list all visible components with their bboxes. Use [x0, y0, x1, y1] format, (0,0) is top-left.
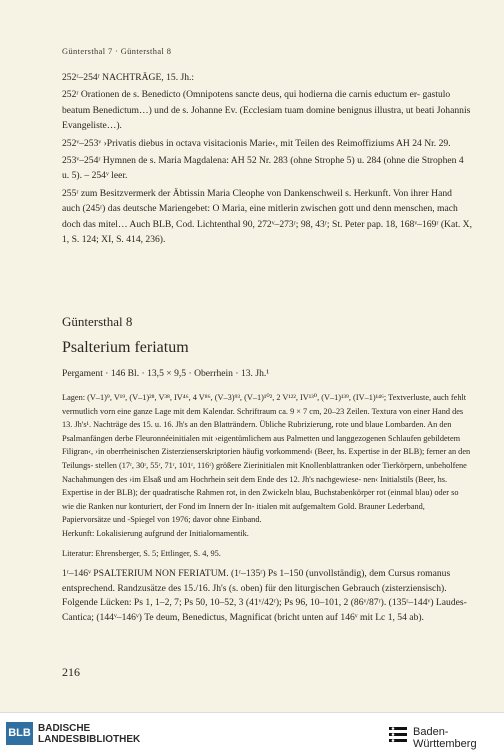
- blb-name-line1: BADISCHE: [38, 723, 91, 734]
- page-number: 216: [62, 665, 80, 679]
- herkunft-line: Herkunft: Lokalisierung aufgrund der Initialornamentik.: [62, 529, 249, 538]
- literatur-line: Literatur: Ehrensberger, S. 5; Ettlinger, S. 4, 95.: [62, 549, 221, 558]
- section-1-item: 252ᵛ–253ᵛ ›Privatis diebus in octava visitacionis Marie‹, mit Teilen des Reimoffiziums AH 24 Nr. 29.: [62, 137, 451, 149]
- psalterium-paragraph: 1ʳ–146ᵛ PSALTERIUM NON FERIATUM. (1ʳ–135ʳ) Ps 1–150 (unvollständig), dem Cursus romanus entsprechend. Randzusätze des 15./16. Jh's (s. oben) für den liturgischen Gebrauch (zisterziensisch). Folgende Lücken: Ps 1, 1–2, 7; Ps 50, 10–52, 3 (41ᵛ/42ʳ); Ps 96, 10–101, 2 (86ᵛ/87ʳ). (135ʳ–144ᵛ) Laudes-Cantica; (144ᵛ–146ᵛ) Te deum, Benedictus, Magnificat (bricht unten auf 146ᵛ mit Lc 1, 54 ab).: [62, 568, 467, 623]
- section-1-item: 252ʳ–254ʳ NACHTRÄGE, 15. Jh.:: [62, 72, 195, 83]
- bw-lions-icon: [388, 724, 408, 744]
- description-line: Pergament · 146 Bl. · 13,5 × 9,5 · Oberrhein · 13. Jh.¹: [62, 368, 270, 379]
- blb-name[interactable]: [38, 723, 140, 745]
- running-head: Güntersthal 7 · Güntersthal 8: [62, 47, 172, 56]
- bw-label[interactable]: Baden-Württemberg: [413, 726, 477, 750]
- section-1: [62, 70, 472, 249]
- heading-siglum: Güntersthal 8: [62, 314, 133, 329]
- heading-title: Psalterium feriatum: [62, 339, 189, 356]
- blb-name-line2: LANDESBIBLIOTHEK: [38, 734, 141, 745]
- blb-logo[interactable]: BLB: [6, 722, 33, 745]
- footer-bar: [0, 712, 504, 754]
- section-1-item: 255ʳ zum Besitzvermerk der Äbtissin Maria Cleophe von Dankenschweil s. Herkunft. Von ihrer Hand auch (245ʳ) das deutsche Mariengebet: O Maria, eine mitlerin zwischen gott und denn menschen, mach doch das mitel… Auch BLB, Cod. Lichtenthal 90, 272ᵛ–273ʳ; 98, 43ʳ; St. Peter pap. 18, 168ᵛ–169ʳ (Kat. X, 1, S. 124; XI, S. 414, 236).: [62, 187, 472, 246]
- lagen-paragraph: Lagen: (V–1)⁹, V¹⁹, (V–1)²⁸, V³⁸, IV⁴⁶, 4 V⁸⁶, (V–3)⁹³, (V–1)¹⁰², 2 V¹²², IV¹³⁰, (V–1)¹³⁹, (IV–1)¹⁴⁶; Textverluste, auch fehlt vermutlich vorn eine ganze Lage mit dem Kalendar. Schriftraum ca. 9 × 7 cm, 20–23 Zeilen. Textura von einer Hand des 13. Jh's¹. Nachträge des 15. u. 16. Jh's an den Blatträndern. Übliche Rubrizierung, rote und blaue Lombarden. An den Psalmanfängen derbe Fleuronnéeinitialen mit ›eigentümlichem aus Palmetten und langgezogenen Schlaufen gebildetem Filigran‹, ›in oberrheinischen Zisterzienserskriptorien häufig vorkommend‹ (Beer, hs. Expertise in der BLB); ferner an den Teilungs- stellen (17ʳ, 30ʳ, 55ʳ, 71ʳ, 101ʳ, 116ʳ) größere Zierinitialen mit Knollenblattranken oder Tierkörpern, unbeholfene Nachahmungen des ›im Elsaß und am Hochrhein seit dem Ende des 12. Jh's nachgewiese- nen‹ Initialstils (Beer, hs. Expertise in der BLB); der quadratische Rahmen rot, in den Zwickeln blau, Buchstabenkörper rot (einmal blau) oder so wie die Ranken nur konturiert, der Fond im Innern der In- itialen mit aufgemaltem Gold. Brauner Lederband, Papiervorsätze und -Spiegel von 1976; davor ohne Einband.: [62, 393, 471, 525]
- codicology-block: [62, 391, 472, 527]
- section-1-item: 253ᵛ–254ʳ Hymnen de s. Maria Magdalena: AH 52 Nr. 283 (ohne Strophe 5) u. 284 (ohne die Strophen 4 u. 5). – 254ᵛ leer.: [62, 155, 464, 182]
- section-1-item: 252ʳ Orationen de s. Benedicto (Omnipotens sancte deus, qui hodierna die carnis eductum er- gastulo beatum Benedictum…) und de s. Johanne Ev. (Ecclesiam tuam domine benignus illustra, ut beati Johannis Evangeliste…).: [62, 89, 471, 132]
